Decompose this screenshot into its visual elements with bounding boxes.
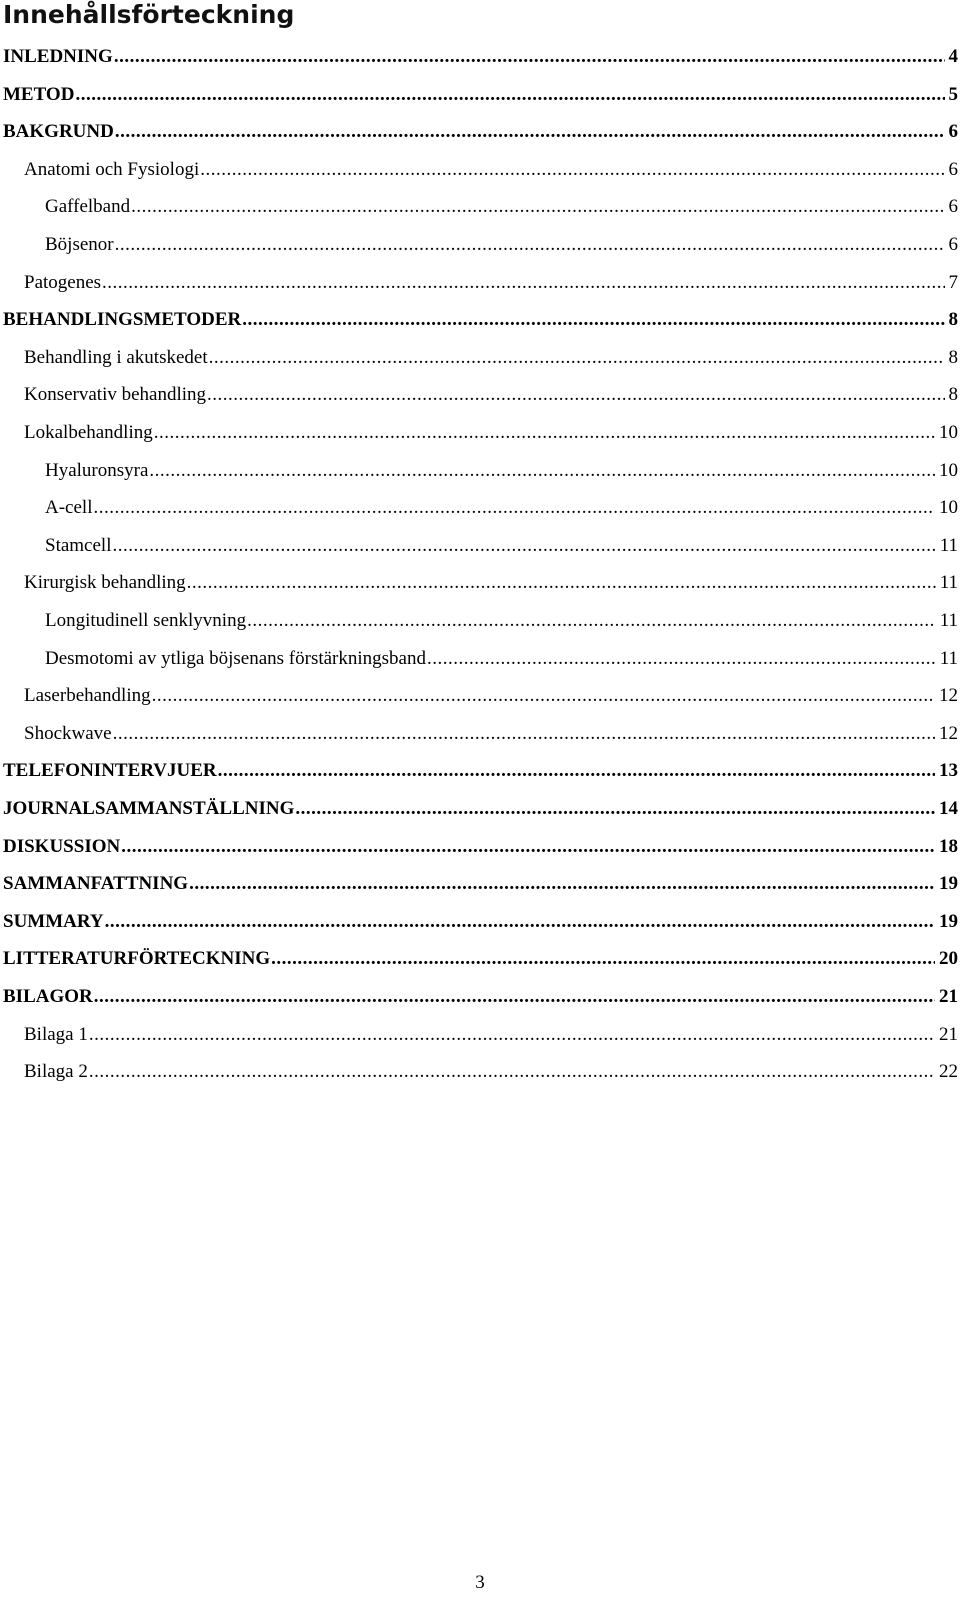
toc-entry-page: 18 <box>939 835 958 857</box>
toc-dot-leader <box>271 947 935 971</box>
toc-entry-label: Bilaga 1 <box>24 1023 88 1045</box>
toc-entry-page: 11 <box>939 647 958 669</box>
toc-dot-leader <box>115 120 945 144</box>
toc-entry[interactable] <box>24 1060 958 1084</box>
toc-entry[interactable] <box>24 421 958 445</box>
toc-entry-label: Behandling i akutskedet <box>24 346 208 368</box>
toc-entry-page: 20 <box>939 948 958 970</box>
toc-entry[interactable] <box>3 947 958 971</box>
toc-entry-label: Hyaluronsyra <box>45 459 149 481</box>
toc-entry-label: Konservativ behandling <box>24 384 207 406</box>
toc-entry[interactable] <box>45 534 958 558</box>
toc-entry-page: 21 <box>939 986 958 1007</box>
toc-entry-label: METOD <box>3 83 75 105</box>
toc-dot-leader <box>218 759 935 783</box>
toc-entry-page: 5 <box>948 83 958 105</box>
toc-entry[interactable] <box>3 985 958 1009</box>
toc-dot-leader <box>89 1023 935 1047</box>
toc-dot-leader <box>115 233 945 257</box>
toc-dot-leader <box>89 1060 935 1084</box>
toc-entry-label: Lokalbehandling <box>24 422 153 443</box>
toc-entry[interactable] <box>3 45 958 69</box>
toc-dot-leader <box>149 459 935 483</box>
toc-entry[interactable] <box>24 158 958 182</box>
toc-entry-page: 6 <box>948 158 958 180</box>
toc-dot-leader <box>295 797 935 821</box>
toc-entry-page: 8 <box>948 346 958 368</box>
toc-entry-label: Stamcell <box>45 534 112 556</box>
toc-entry-page: 10 <box>939 422 958 443</box>
toc-entry-page: 13 <box>939 760 958 782</box>
toc-entry-label: SUMMARY <box>3 910 104 932</box>
toc-entry-label: Desmotomi av ytliga böjsenans förstärkningsband <box>45 647 426 669</box>
toc-entry[interactable] <box>3 835 958 859</box>
toc-dot-leader <box>114 45 945 69</box>
toc-dot-leader <box>75 83 944 107</box>
toc-entry[interactable] <box>24 271 958 295</box>
toc-entry[interactable] <box>3 759 958 783</box>
toc-dot-leader <box>93 496 935 520</box>
toc-dot-leader <box>94 985 935 1009</box>
toc-dot-leader <box>427 647 936 671</box>
toc-entry-page: 21 <box>939 1023 958 1045</box>
toc-entry[interactable] <box>24 722 958 746</box>
toc-entry-page: 6 <box>948 196 958 218</box>
toc-entry-label: Patogenes <box>24 271 102 293</box>
toc-entry-page: 6 <box>948 234 958 255</box>
toc-entry[interactable] <box>3 120 958 144</box>
toc-entry-page: 4 <box>948 46 958 67</box>
toc-entry[interactable] <box>45 233 958 257</box>
toc-entry[interactable] <box>45 647 958 671</box>
toc-dot-leader <box>189 872 935 896</box>
toc-entry-label: DISKUSSION <box>3 835 121 857</box>
toc-dot-leader <box>200 158 944 182</box>
toc-entry-page: 7 <box>948 271 958 293</box>
toc-entry-label: BEHANDLINGSMETODER <box>3 309 242 331</box>
toc-entry-label: BAKGRUND <box>3 121 114 143</box>
toc-entry-label: TELEFONINTERVJUER <box>3 760 217 782</box>
toc-entry-label: Longitudinell senklyvning <box>45 610 247 631</box>
toc-dot-leader <box>113 722 935 746</box>
toc-dot-leader <box>112 534 935 558</box>
toc-entry-label: Anatomi och Fysiologi <box>24 158 200 180</box>
toc-entry[interactable] <box>45 609 958 633</box>
toc-entry-page: 14 <box>939 798 958 819</box>
toc-entry-page: 8 <box>948 309 958 331</box>
toc-entry-page: 10 <box>939 459 958 481</box>
toc-entry-label: Bilaga 2 <box>24 1061 88 1083</box>
toc-entry[interactable] <box>24 346 958 370</box>
toc-entry-page: 11 <box>939 610 958 631</box>
toc-entry[interactable] <box>3 83 958 107</box>
toc-dot-leader <box>154 421 935 445</box>
toc-entry-page: 11 <box>939 572 958 594</box>
toc-entry-label: SAMMANFATTNING <box>3 873 189 895</box>
toc-dot-leader <box>152 684 935 708</box>
toc-entry-page: 10 <box>939 497 958 519</box>
toc-entry-page: 19 <box>939 910 958 932</box>
toc-entry-page: 6 <box>948 121 958 143</box>
toc-entry[interactable] <box>45 459 958 483</box>
toc-entry[interactable] <box>45 195 958 219</box>
toc-dot-leader <box>247 609 936 633</box>
toc-entry-label: INLEDNING <box>3 46 113 67</box>
toc-entry-label: LITTERATURFÖRTECKNING <box>3 948 271 970</box>
toc-dot-leader <box>187 571 936 595</box>
toc-entry-label: Shockwave <box>24 722 112 744</box>
toc-entry-label: Laserbehandling <box>24 685 151 707</box>
toc-entry[interactable] <box>24 571 958 595</box>
toc-entry[interactable] <box>24 383 958 407</box>
toc-entry-page: 12 <box>939 685 958 707</box>
toc-dot-leader <box>105 910 935 934</box>
toc-entry-label: BILAGOR <box>3 986 93 1007</box>
toc-dot-leader <box>209 346 945 370</box>
toc-dot-leader <box>242 308 944 332</box>
page-number: 3 <box>475 1572 485 1593</box>
toc-entry-page: 8 <box>948 384 958 406</box>
toc-dot-leader <box>207 383 944 407</box>
toc-entry[interactable] <box>3 797 958 821</box>
toc-entry-label: A-cell <box>45 497 93 519</box>
toc-entry-page: 22 <box>939 1061 958 1083</box>
toc-entry[interactable] <box>3 910 958 934</box>
toc-entry-label: Kirurgisk behandling <box>24 572 186 594</box>
toc-entry[interactable] <box>24 1023 958 1047</box>
toc-entry-label: Gaffelband <box>45 196 131 218</box>
toc-entry-label: JOURNALSAMMANSTÄLLNING <box>3 798 295 819</box>
toc-entry-page: 11 <box>939 534 958 556</box>
toc-entry-page: 19 <box>939 873 958 895</box>
toc-entry[interactable] <box>45 496 958 520</box>
toc-entry[interactable] <box>3 872 958 896</box>
toc-entry-label: Böjsenor <box>45 234 114 255</box>
toc-dot-leader <box>131 195 944 219</box>
toc-entry-page: 12 <box>939 722 958 744</box>
toc-entry[interactable] <box>24 684 958 708</box>
toc-title: Innehållsförteckning <box>3 0 295 29</box>
toc-entry[interactable] <box>3 308 958 332</box>
toc-dot-leader <box>102 271 944 295</box>
toc-dot-leader <box>121 835 935 859</box>
